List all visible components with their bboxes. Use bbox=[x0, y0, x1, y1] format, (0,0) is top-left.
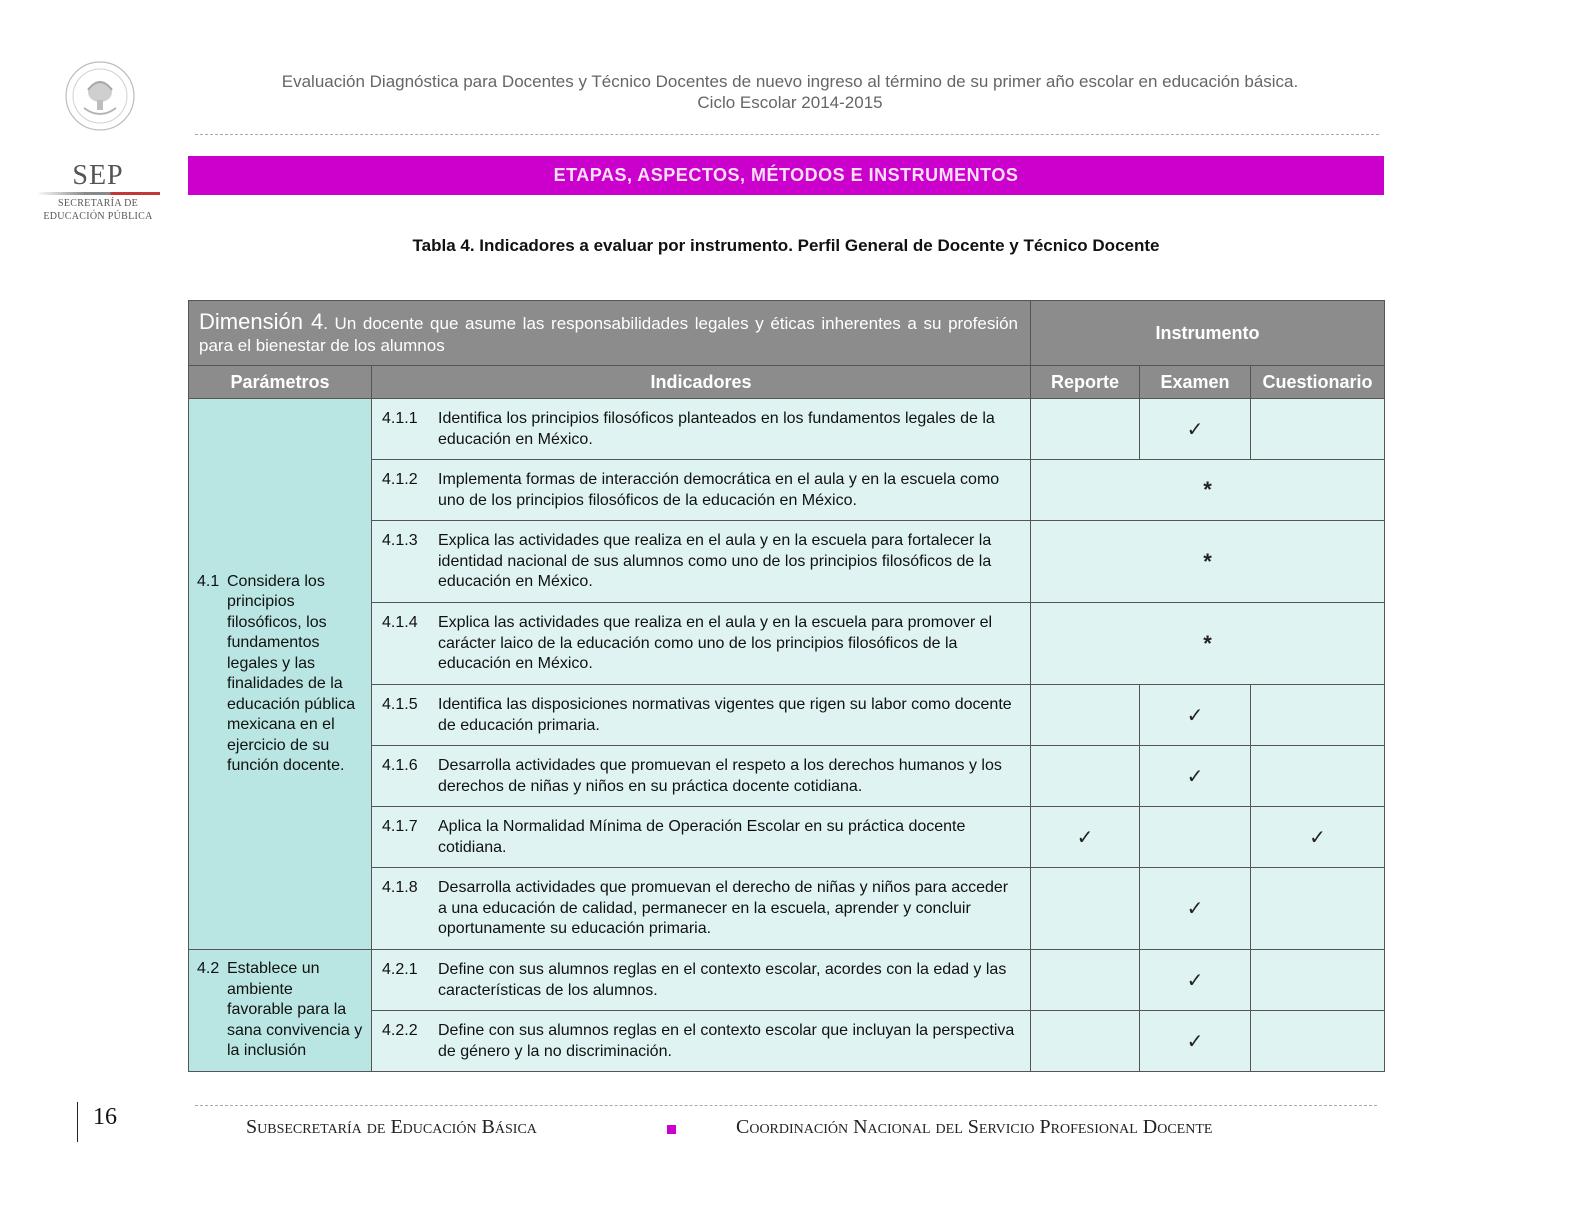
reporte-cell bbox=[1031, 685, 1140, 746]
indicator-text: Identifica los principios filosóficos planteados en los fundamentos legales de la educación en México. bbox=[438, 410, 995, 448]
reporte-cell bbox=[1031, 1011, 1140, 1072]
page-number: 16 bbox=[93, 1104, 117, 1130]
cuestionario-cell bbox=[1251, 746, 1385, 807]
page-number-bar bbox=[77, 1102, 78, 1142]
indicator-cell bbox=[372, 1011, 1031, 1072]
indicator-number: 4.1.4 bbox=[382, 614, 418, 631]
cuestionario-cell bbox=[1251, 1011, 1385, 1072]
cuestionario-cell bbox=[1251, 685, 1385, 746]
examen-check-icon: ✓ bbox=[1140, 868, 1251, 950]
section-banner-title: ETAPAS, ASPECTOS, MÉTODOS E INSTRUMENTOS bbox=[553, 165, 1019, 185]
examen-check-icon: ✓ bbox=[1140, 399, 1251, 460]
dimension-cell bbox=[189, 301, 1031, 366]
section-banner bbox=[188, 156, 1384, 195]
indicator-cell bbox=[372, 746, 1031, 807]
indicator-text: Define con sus alumnos reglas en el contexto escolar, acordes con la edad y las características de los alumnos. bbox=[438, 961, 1007, 999]
dimension-text: . Un docente que asume las responsabilidades legales y éticas inherentes a su profesión para el bienestar de los alumnos bbox=[199, 314, 1019, 355]
footer-right-text: Coordinación Nacional del Servicio Profesional Docente bbox=[736, 1116, 1213, 1138]
indicator-text: Aplica la Normalidad Mínima de Operación Escolar en su práctica docente cotidiana. bbox=[438, 818, 966, 856]
all-instruments-asterisk: * bbox=[1031, 521, 1385, 603]
reporte-cell bbox=[1031, 868, 1140, 950]
indicator-cell bbox=[372, 868, 1031, 950]
indicator-number: 4.1.2 bbox=[382, 471, 418, 488]
parameter-text: Considera los principios filosóficos, los fundamentos legales y las finalidades de la educación pública mexicana en el ejercicio de su función docente. bbox=[227, 572, 356, 774]
logo-subtitle-line2: EDUCACIÓN PÚBLICA bbox=[43, 211, 153, 222]
indicator-text: Explica las actividades que realiza en el aula y en la escuela para promover el carácter laico de la educación como uno de los principios filosóficos de la educación en México. bbox=[438, 614, 993, 672]
indicator-number: 4.1.7 bbox=[382, 818, 418, 835]
logo-rule bbox=[36, 192, 160, 195]
dimension-title: Dimensión 4 bbox=[199, 309, 324, 334]
indicator-cell bbox=[372, 399, 1031, 460]
indicator-cell bbox=[372, 603, 1031, 685]
footer-left-text: Subsecretaría de Educación Básica bbox=[246, 1116, 537, 1138]
logo-subtitle-line1: SECRETARÍA DE bbox=[57, 198, 139, 209]
indicator-number: 4.1.6 bbox=[382, 757, 418, 774]
indicator-cell bbox=[372, 950, 1031, 1011]
col-header-reporte: Reporte bbox=[1031, 366, 1140, 399]
all-instruments-asterisk: * bbox=[1031, 603, 1385, 685]
cuestionario-cell bbox=[1251, 399, 1385, 460]
indicator-text: Define con sus alumnos reglas en el contexto escolar que incluyan la perspectiva de género y la no discriminación. bbox=[438, 1022, 1015, 1060]
indicator-number: 4.1.5 bbox=[382, 696, 418, 713]
indicator-text: Desarrolla actividades que promuevan el respeto a los derechos humanos y los derechos de niñas y niños en su práctica docente cotidiana. bbox=[438, 757, 1002, 795]
examen-check-icon: ✓ bbox=[1140, 685, 1251, 746]
table-caption: Tabla 4. Indicadores a evaluar por instrumento. Perfil General de Docente y Técnico Docente bbox=[412, 236, 1160, 255]
reporte-check-icon: ✓ bbox=[1031, 807, 1140, 868]
dimension-header-row bbox=[189, 301, 1385, 366]
cuestionario-cell bbox=[1251, 868, 1385, 950]
indicator-number: 4.1.8 bbox=[382, 879, 418, 896]
parameter-text: Establece un ambiente favorable para la sana convivencia y la inclusión bbox=[227, 960, 363, 1060]
indicator-number: 4.2.1 bbox=[382, 961, 418, 978]
col-header-cuestionario: Cuestionario bbox=[1251, 366, 1385, 399]
parameter-cell-4-2 bbox=[189, 950, 372, 1072]
reporte-cell bbox=[1031, 399, 1140, 460]
document-header-title: Evaluación Diagnóstica para Docentes y Técnico Docentes de nuevo ingreso al término de su primer año escolar en educación básica. bbox=[281, 72, 1299, 91]
indicator-number: 4.2.2 bbox=[382, 1022, 418, 1039]
all-instruments-asterisk: * bbox=[1031, 460, 1385, 521]
indicator-text: Desarrolla actividades que promuevan el derecho de niñas y niños para acceder a una educación de calidad, permanecer en la escuela, aprender y concluir oportunamente su educación primaria. bbox=[438, 879, 1009, 937]
coat-of-arms-seal-icon bbox=[64, 60, 136, 138]
indicator-cell bbox=[372, 521, 1031, 603]
examen-check-icon: ✓ bbox=[1140, 950, 1251, 1011]
footer-bullet-icon bbox=[667, 1125, 676, 1134]
column-header-row bbox=[189, 366, 1385, 399]
parameter-number: 4.1 bbox=[197, 572, 220, 590]
indicator-text: Implementa formas de interacción democrática en el aula y en la escuela como uno de los principios filosóficos de la educación en México. bbox=[438, 471, 1000, 509]
indicator-cell bbox=[372, 807, 1031, 868]
document-header-cycle: Ciclo Escolar 2014-2015 bbox=[697, 93, 883, 112]
indicator-number: 4.1.1 bbox=[382, 410, 418, 427]
cuestionario-check-icon: ✓ bbox=[1251, 807, 1385, 868]
reporte-cell bbox=[1031, 746, 1140, 807]
footer-divider bbox=[195, 1105, 1377, 1106]
sep-logo bbox=[30, 60, 170, 230]
indicator-text: Explica las actividades que realiza en el aula y en la escuela para fortalecer la identidad nacional de sus alumnos como uno de los principios filosóficos de la educación en México. bbox=[438, 532, 992, 590]
parameter-cell-4-1 bbox=[189, 399, 372, 950]
col-header-parametros: Parámetros bbox=[189, 366, 372, 399]
examen-check-icon: ✓ bbox=[1140, 746, 1251, 807]
indicator-text: Identifica las disposiciones normativas vigentes que rigen su labor como docente de educación primaria. bbox=[438, 696, 1012, 734]
col-header-indicadores: Indicadores bbox=[372, 366, 1031, 399]
instrument-header: Instrumento bbox=[1031, 301, 1385, 366]
reporte-cell bbox=[1031, 950, 1140, 1011]
indicator-cell bbox=[372, 460, 1031, 521]
table-row bbox=[189, 950, 1385, 1011]
indicators-table bbox=[188, 300, 1385, 1072]
col-header-examen: Examen bbox=[1140, 366, 1251, 399]
table-row bbox=[189, 399, 1385, 460]
indicator-number: 4.1.3 bbox=[382, 532, 418, 549]
parameter-number: 4.2 bbox=[197, 960, 220, 978]
cuestionario-cell bbox=[1251, 950, 1385, 1011]
examen-check-icon: ✓ bbox=[1140, 1011, 1251, 1072]
examen-cell bbox=[1140, 807, 1251, 868]
indicator-cell bbox=[372, 685, 1031, 746]
logo-acronym: SEP bbox=[72, 160, 124, 191]
header-divider bbox=[195, 134, 1379, 135]
